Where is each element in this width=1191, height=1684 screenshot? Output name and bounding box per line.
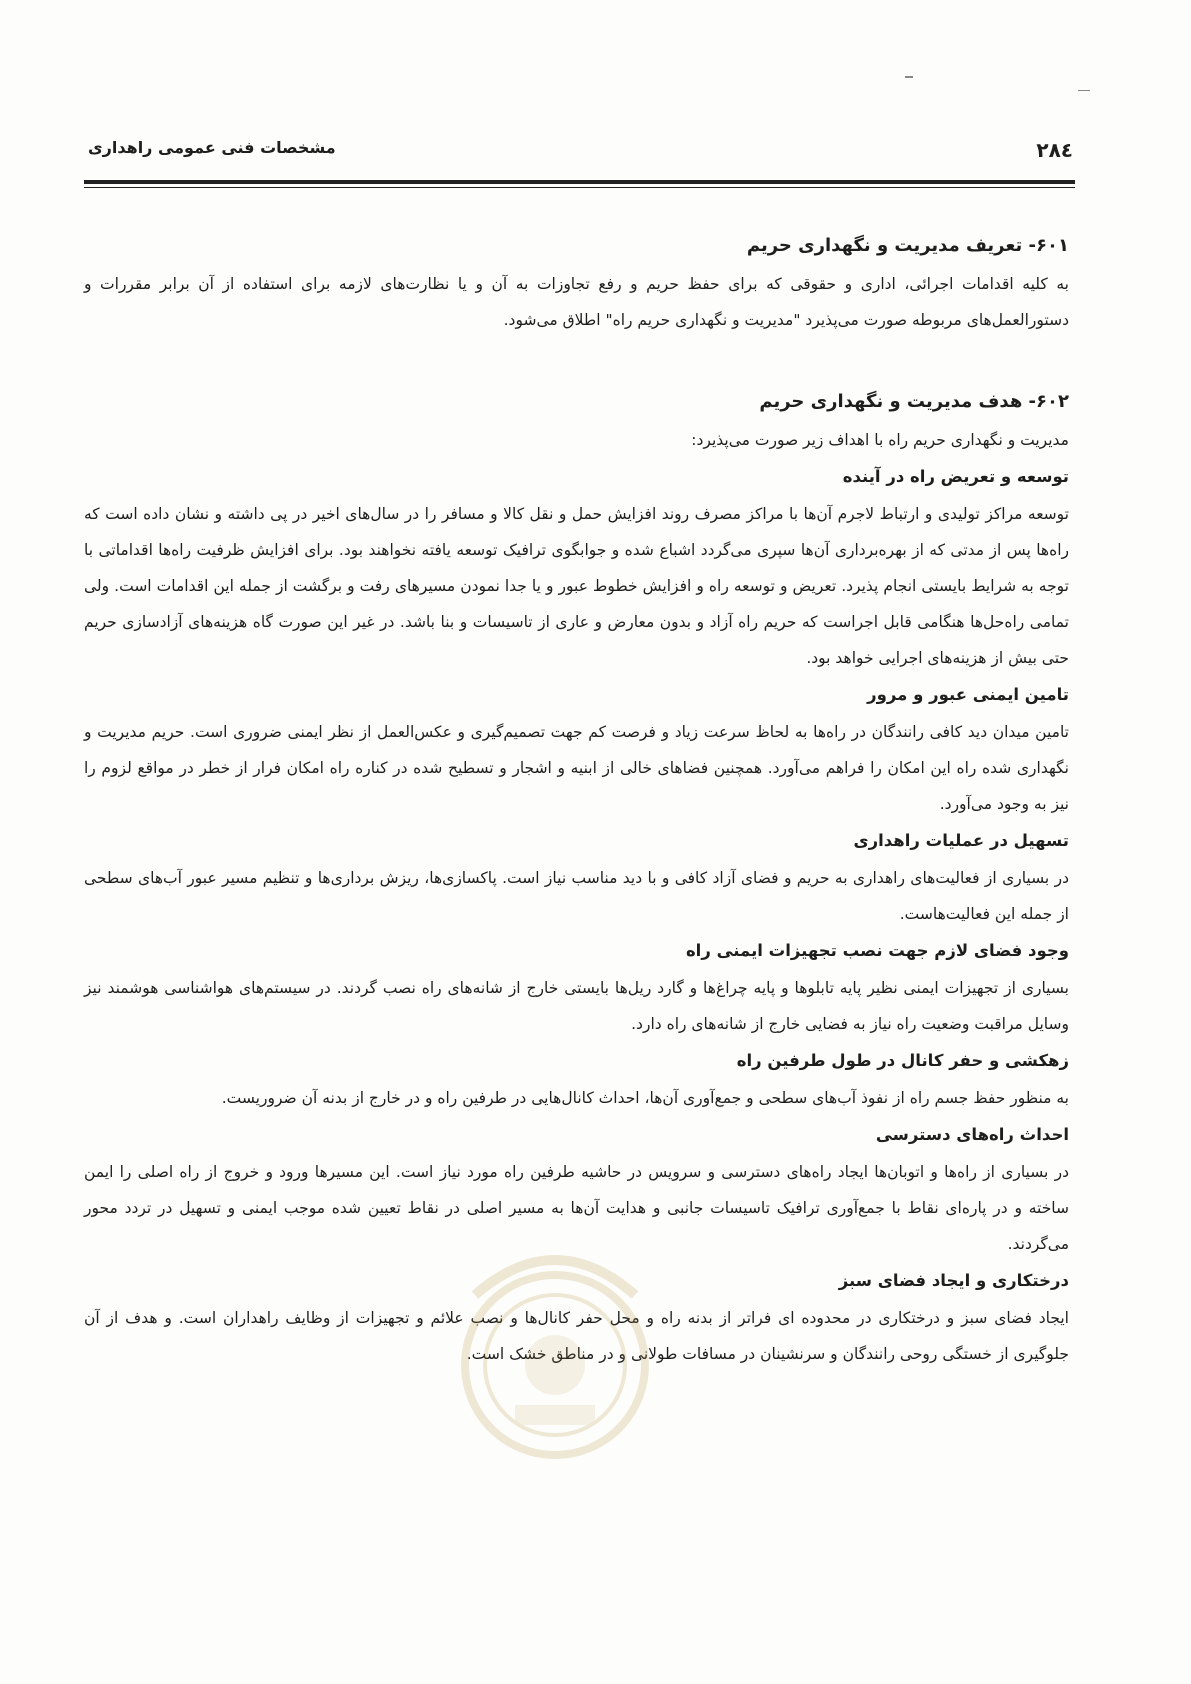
- subsection-title-safety-equipment: وجود فضای لازم جهت نصب تجهیزات ایمنی راه: [685, 941, 1069, 960]
- subsection-text-traffic-safety: تامین میدان دید کافی رانندگان در راه‌ها به لحاظ سرعت زیاد و فرصت کم جهت تصمیم‌گیری و عکس‌العمل از نظر ایمنی ضروری است. حریم مدیریت و نگهداری شده راه این امکان را فراهم می‌آورد. همچنین فضاهای خالی از ابنیه و اشجار و تسطیح شده در کناره راه امکان فرار از خطر در مواقع لزوم را نیز به وجود می‌آورد.: [84, 723, 1069, 813]
- subsection-title-traffic-safety: تامین ایمنی عبور و مرور: [867, 685, 1069, 704]
- subsection-text-safety-equipment: بسیاری از تجهیزات ایمنی نظیر پایه تابلوها و پایه چراغ‌ها و گارد ریل‌ها بایستی خارج از شانه‌های راه نصب گردند. در سیستم‌های هواشناسی هوشمند نیز وسایل مراقبت وضعیت راه نیاز به فضایی خارج از شانه‌های راه دارد.: [84, 979, 1069, 1033]
- book-title: مشخصات فنی عمومی راهداری: [88, 138, 336, 157]
- subsection-title-green-space: درختکاری و ایجاد فضای سبز: [838, 1271, 1069, 1290]
- section-spacer: [84, 338, 1069, 382]
- scan-speck: [905, 76, 913, 78]
- subsection-text-green-space: ایجاد فضای سبز و درختکاری در محدوده ای فراتر از بدنه راه و محل حفر کانال‌ها و نصب علائم و تجهیزات از وظایف راهداران است. و هدف از آن جلوگیری از خستگی روحی رانندگان و سرنشینان در مسافات طولانی و در مناطق خشک است.: [84, 1309, 1069, 1363]
- subsection-title-access-roads: احداث راه‌های دسترسی: [875, 1125, 1069, 1144]
- scan-speck: [1078, 90, 1090, 91]
- subsection-text-maintenance-ops: در بسیاری از فعالیت‌های راهداری به حریم و فضای آزاد کافی و با دید مناسب نیاز است. پاکسازی‌ها، ریزش برداری‌ها و تنظیم مسیر عبور آب‌های سطحی از جمله این فعالیت‌هاست.: [84, 869, 1069, 923]
- section-title-602: ۶۰۲- هدف مدیریت و نگهداری حریم: [759, 391, 1069, 412]
- subsection-title-drainage: زهکشی و حفر کانال در طول طرفین راه: [736, 1051, 1069, 1070]
- page-content: [84, 226, 1069, 1372]
- section-601-paragraph: به کلیه اقدامات اجرائی، اداری و حقوقی که برای حفظ حریم و رفع تجاوزات به آن و یا نظارت‌های لازمه برای استفاده از آن برابر مقررات و دستورالعمل‌های مربوطه صورت می‌پذیرد "مدیریت و نگهداری حریم راه" اطلاق می‌شود.: [84, 275, 1069, 329]
- subsection-title-maintenance-ops: تسهیل در عملیات راهداری: [853, 831, 1069, 850]
- header-rule-thin: [84, 187, 1075, 188]
- subsection-text-access-roads: در بسیاری از راه‌ها و اتوبان‌ها ایجاد راه‌های دسترسی و سرویس در حاشیه طرفین راه مورد نیاز است. این مسیرها ورود و خروج از راه اصلی را ایمن ساخته و در پاره‌ای نقاط با جمع‌آوری ترافیک تاسیسات جانبی و هدایت آن‌ها به مسیر اصلی در نقاط تعیین شده موجب ایمنی و تسهیل در تردد محور می‌گردند.: [84, 1163, 1069, 1253]
- subsection-text-road-expansion: توسعه مراکز تولیدی و ارتباط لاجرم آن‌ها با مراکز مصرف روند افزایش حمل و نقل کالا و مسافر را در سال‌های اخیر در پی داشته و نشان داده است که راه‌ها پس از مدتی که از بهره‌برداری آن‌ها سپری می‌گردد اشباع شده و جوابگوی ترافیک توسعه یافته نخواهند بود. برای افزایش ظرفیت راه‌ها اقداماتی با توجه به شرایط بایستی انجام پذیرد. تعریض و توسعه راه و افزایش خطوط عبور و یا جدا نمودن مسیرهای رفت و برگشت از جمله این اقدامات است. ولی تمامی راه‌حل‌ها هنگامی قابل اجراست که حریم راه آزاد و بدون معارض و عاری از تاسیسات و بنا باشد. در غیر این صورت گاه هزینه‌های آزادسازی حریم حتی بیش از هزینه‌های اجرایی خواهد بود.: [84, 505, 1069, 667]
- section-602-intro: مدیریت و نگهداری حریم راه با اهداف زیر صورت می‌پذیرد:: [691, 431, 1069, 449]
- header-rule-thick: [84, 180, 1075, 184]
- subsection-title-road-expansion: توسعه و تعریض راه در آینده: [842, 467, 1069, 486]
- section-title-601: ۶۰۱- تعریف مدیریت و نگهداری حریم: [746, 235, 1069, 256]
- running-header: [88, 132, 1073, 172]
- subsection-text-drainage: به منظور حفظ جسم راه از نفوذ آب‌های سطحی و جمع‌آوری آن‌ها، احداث کانال‌هایی در طرفین راه و در خارج از بدنه آن ضروریست.: [221, 1089, 1069, 1107]
- page-number: ۲۸٤: [1036, 138, 1073, 162]
